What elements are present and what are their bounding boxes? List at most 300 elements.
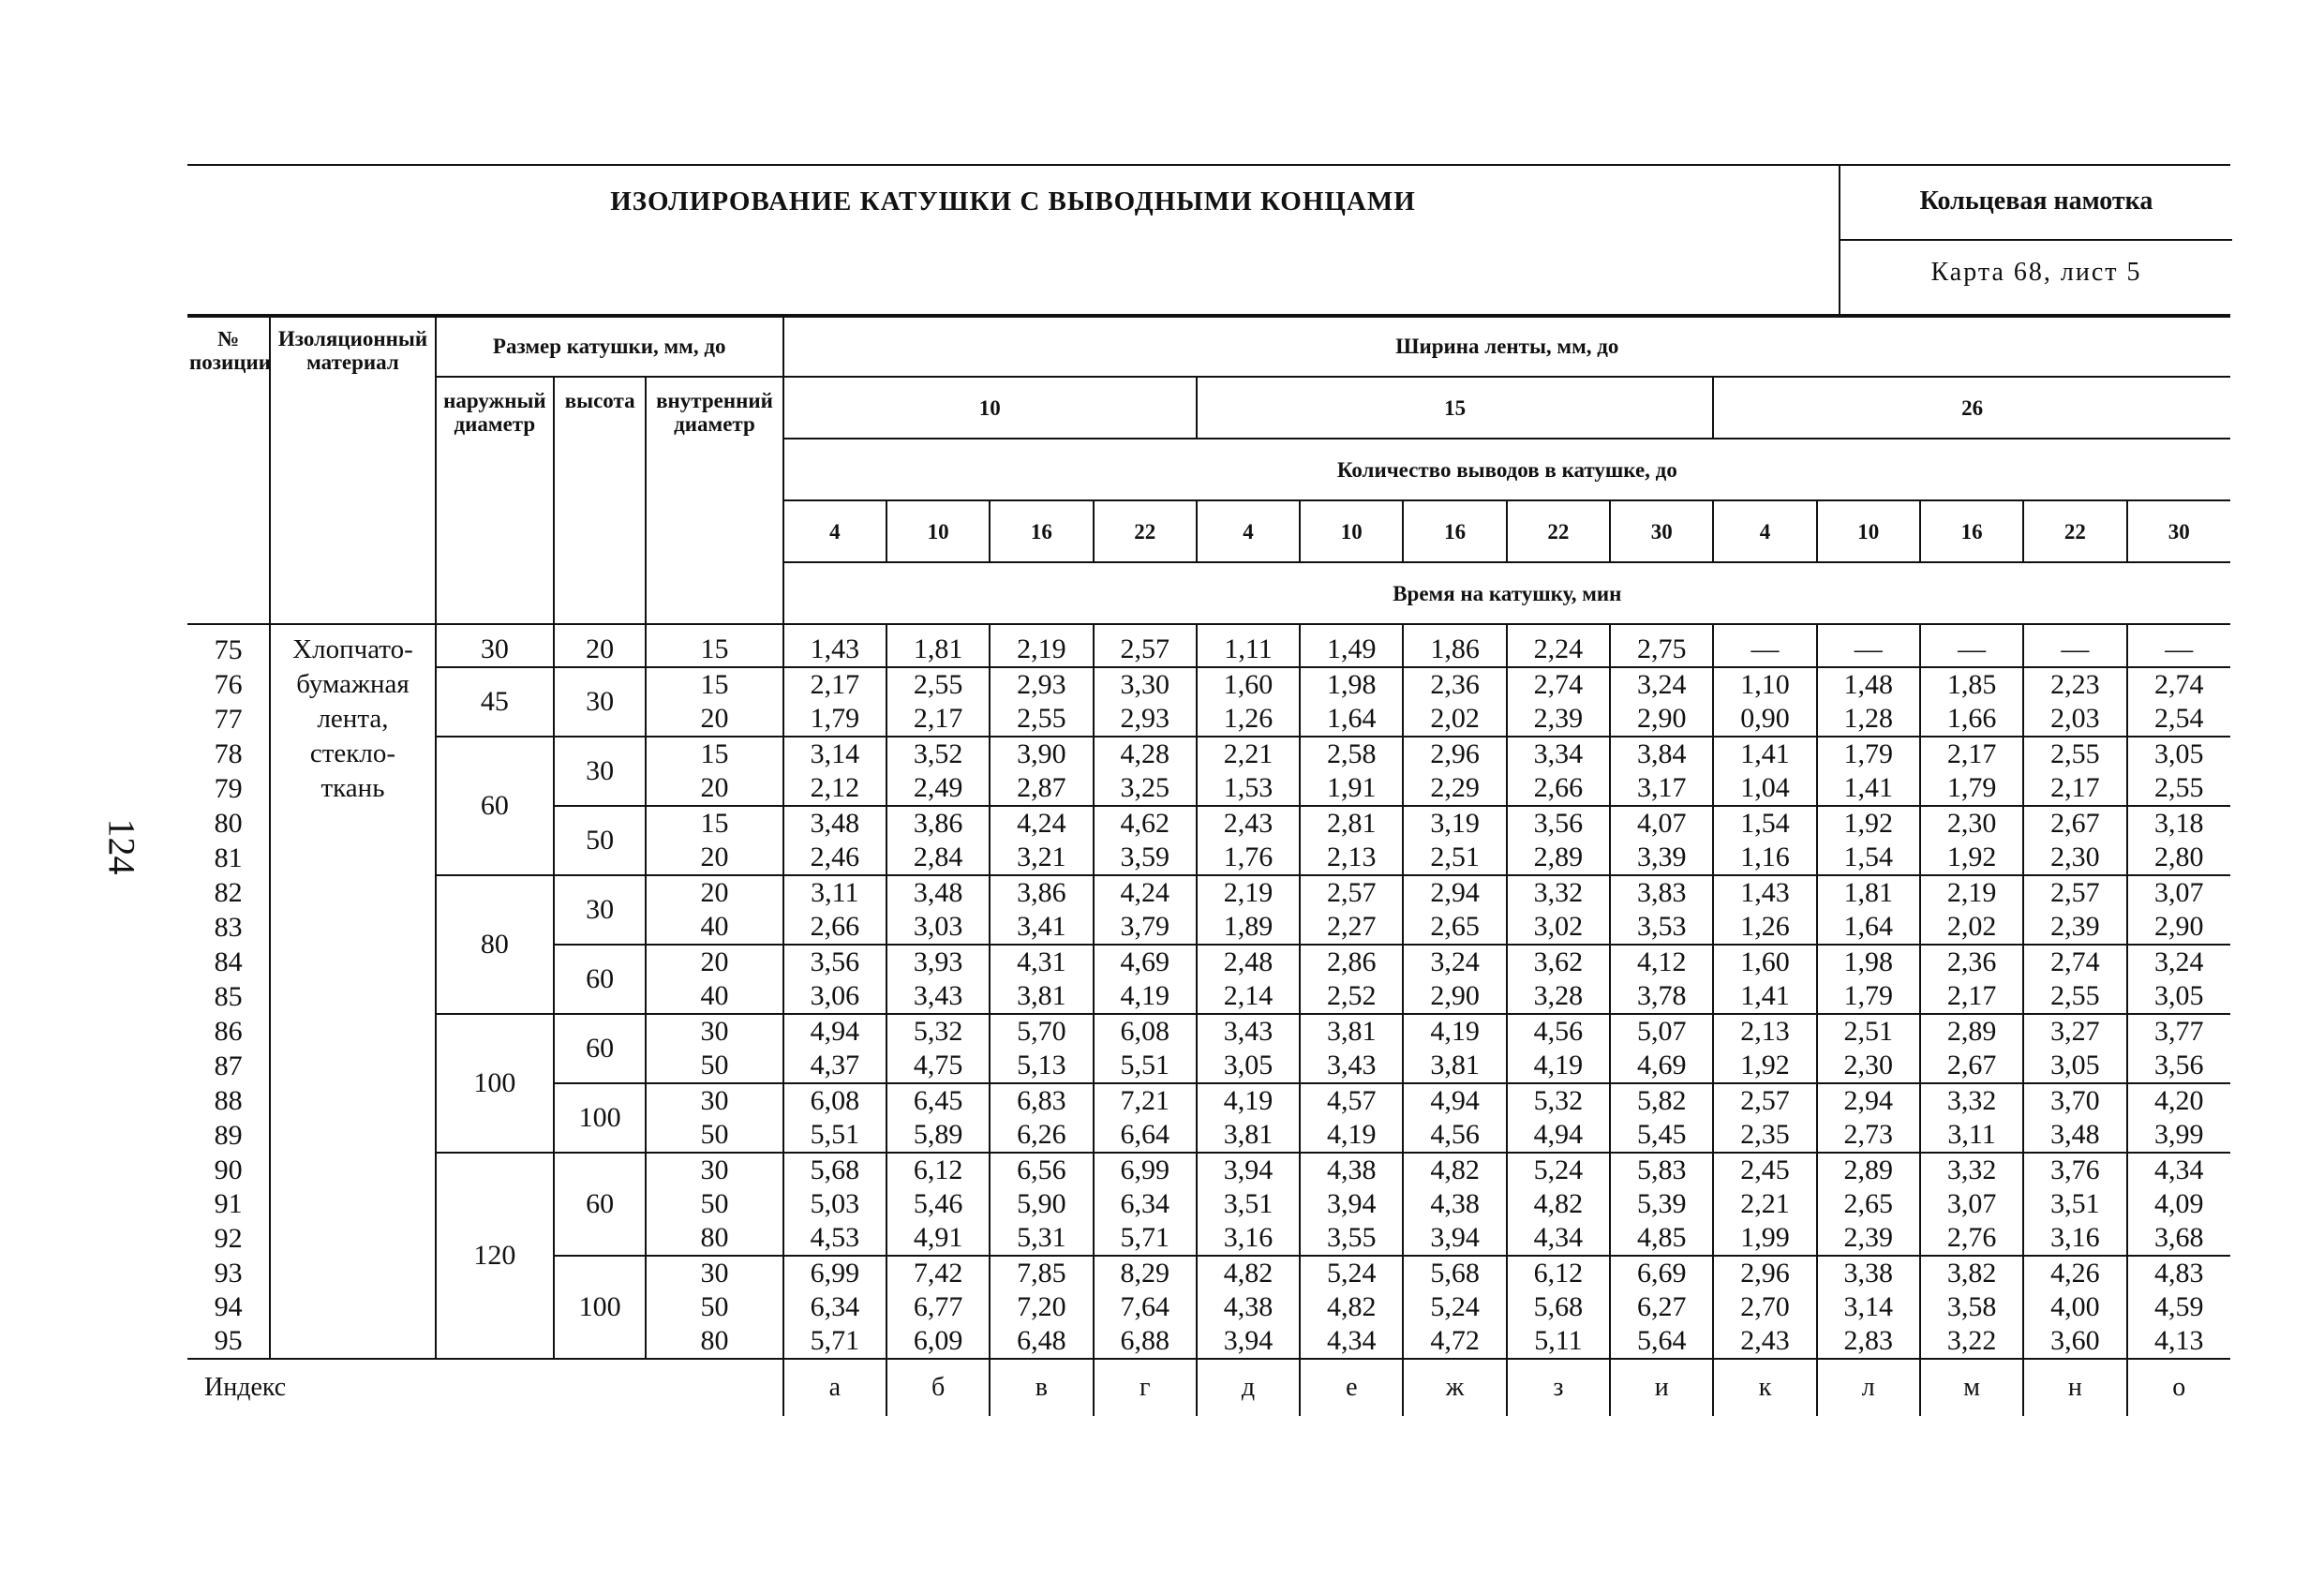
time-value: 3,48 bbox=[2023, 1118, 2126, 1153]
time-value: 2,13 bbox=[1300, 841, 1403, 875]
time-value: 3,48 bbox=[886, 875, 990, 910]
index-letter: д bbox=[1197, 1359, 1300, 1416]
time-value: 2,74 bbox=[2127, 667, 2230, 702]
time-value: 2,81 bbox=[1300, 806, 1403, 841]
time-value: 2,17 bbox=[783, 667, 886, 702]
time-value: 2,57 bbox=[1300, 875, 1403, 910]
time-value: 3,41 bbox=[990, 910, 1093, 945]
time-value: 5,82 bbox=[1610, 1083, 1713, 1118]
table-row bbox=[187, 875, 2230, 910]
inner-diameter-value: 50 bbox=[646, 1118, 782, 1153]
time-value: 7,21 bbox=[1094, 1083, 1197, 1118]
time-value: 3,82 bbox=[1920, 1256, 2023, 1290]
time-value: 7,64 bbox=[1094, 1290, 1197, 1324]
position-header: № позиции bbox=[187, 315, 270, 624]
outer-diameter-value: 120 bbox=[436, 1153, 554, 1359]
time-value: 2,55 bbox=[2023, 979, 2126, 1014]
time-value: — bbox=[2127, 624, 2230, 667]
time-value: 1,10 bbox=[1713, 667, 1816, 702]
time-value: 2,58 bbox=[1300, 737, 1403, 771]
time-value: 2,43 bbox=[1197, 806, 1300, 841]
time-value: 3,62 bbox=[1507, 945, 1610, 979]
leads-count-cell: 30 bbox=[2127, 500, 2230, 562]
time-value: 5,46 bbox=[886, 1187, 990, 1221]
time-value: 1,81 bbox=[1817, 875, 1920, 910]
time-value: 5,51 bbox=[783, 1118, 886, 1153]
time-value: 3,81 bbox=[1197, 1118, 1300, 1153]
leads-count-cell: 16 bbox=[990, 500, 1093, 562]
inner-diameter-value: 30 bbox=[646, 1083, 782, 1118]
time-value: 1,92 bbox=[1713, 1049, 1816, 1083]
position-number: 95 bbox=[214, 1325, 243, 1356]
time-value: 3,27 bbox=[2023, 1014, 2126, 1049]
time-value: 4,69 bbox=[1610, 1049, 1713, 1083]
table-row bbox=[187, 737, 2230, 771]
time-value: 5,24 bbox=[1403, 1290, 1506, 1324]
time-value: 5,13 bbox=[990, 1049, 1093, 1083]
time-value: 2,23 bbox=[2023, 667, 2126, 702]
time-value: 2,66 bbox=[783, 910, 886, 945]
time-value: 3,24 bbox=[2127, 945, 2230, 979]
table-row bbox=[187, 624, 2230, 667]
index-letter: н bbox=[2023, 1359, 2126, 1416]
time-value: 2,14 bbox=[1197, 979, 1300, 1014]
tape-width-15: 15 bbox=[1197, 377, 1713, 439]
time-value: 1,60 bbox=[1197, 667, 1300, 702]
time-value: 2,21 bbox=[1197, 737, 1300, 771]
time-value: 0,90 bbox=[1713, 702, 1816, 737]
time-value: 3,90 bbox=[990, 737, 1093, 771]
time-value: 3,16 bbox=[1197, 1221, 1300, 1256]
time-value: 4,53 bbox=[783, 1221, 886, 1256]
time-value: 6,26 bbox=[990, 1118, 1093, 1153]
time-value: 2,89 bbox=[1920, 1014, 2023, 1049]
position-number: 89 bbox=[214, 1119, 243, 1151]
time-value: 4,26 bbox=[2023, 1256, 2126, 1290]
position-number: 84 bbox=[214, 946, 243, 977]
time-value: 1,49 bbox=[1300, 624, 1403, 667]
time-value: 4,12 bbox=[1610, 945, 1713, 979]
page-number: 124 bbox=[100, 818, 143, 875]
material-line: ткань bbox=[320, 773, 385, 803]
time-value: 5,71 bbox=[1094, 1221, 1197, 1256]
time-value: 2,19 bbox=[1197, 875, 1300, 910]
card-sheet-label: Карта 68, лист 5 bbox=[1930, 258, 2142, 287]
leads-count-cell: 16 bbox=[1920, 500, 2023, 562]
time-value: 1,85 bbox=[1920, 667, 2023, 702]
height-value: 100 bbox=[554, 1256, 646, 1359]
time-value: 2,94 bbox=[1817, 1083, 1920, 1118]
index-letter: а bbox=[783, 1359, 886, 1416]
time-value: 3,32 bbox=[1920, 1083, 2023, 1118]
time-value: 1,66 bbox=[1920, 702, 2023, 737]
time-value: 2,52 bbox=[1300, 979, 1403, 1014]
time-value: 2,54 bbox=[2127, 702, 2230, 737]
time-value: — bbox=[1920, 624, 2023, 667]
time-value: 2,39 bbox=[2023, 910, 2126, 945]
time-value: 3,05 bbox=[2023, 1049, 2126, 1083]
time-value: 2,84 bbox=[886, 841, 990, 875]
time-value: 2,21 bbox=[1713, 1187, 1816, 1221]
time-value: 4,20 bbox=[2127, 1083, 2230, 1118]
inner-diameter-value: 40 bbox=[646, 979, 782, 1014]
time-value: 2,86 bbox=[1300, 945, 1403, 979]
inner-diameter-value: 50 bbox=[646, 1049, 782, 1083]
time-value: 5,89 bbox=[886, 1118, 990, 1153]
time-value: 2,90 bbox=[1403, 979, 1506, 1014]
time-value: 3,21 bbox=[990, 841, 1093, 875]
time-value: 3,25 bbox=[1094, 771, 1197, 806]
time-value: 4,62 bbox=[1094, 806, 1197, 841]
time-value: 3,14 bbox=[1817, 1290, 1920, 1324]
time-value: 1,53 bbox=[1197, 771, 1300, 806]
height-value: 60 bbox=[554, 1153, 646, 1256]
index-letter: з bbox=[1507, 1359, 1610, 1416]
time-value: 6,48 bbox=[990, 1324, 1093, 1359]
outer-diameter-header: наружный диаметр bbox=[436, 377, 554, 624]
position-number: 81 bbox=[214, 842, 243, 873]
time-value: 3,84 bbox=[1610, 737, 1713, 771]
outer-diameter-value: 30 bbox=[436, 624, 554, 667]
time-value: 3,81 bbox=[1403, 1049, 1506, 1083]
time-value: 3,14 bbox=[783, 737, 886, 771]
time-value: 7,42 bbox=[886, 1256, 990, 1290]
time-value: 3,05 bbox=[1197, 1049, 1300, 1083]
time-value: 3,18 bbox=[2127, 806, 2230, 841]
time-value: 5,71 bbox=[783, 1324, 886, 1359]
time-value: 7,20 bbox=[990, 1290, 1093, 1324]
time-value: 3,43 bbox=[1300, 1049, 1403, 1083]
time-value: 5,03 bbox=[783, 1187, 886, 1221]
inner-diameter-header: внутренний диаметр bbox=[646, 377, 782, 624]
leads-count-cell: 4 bbox=[1197, 500, 1300, 562]
time-value: 4,56 bbox=[1403, 1118, 1506, 1153]
material-line: Хлопчато- bbox=[292, 634, 413, 664]
index-letter: б bbox=[886, 1359, 990, 1416]
time-value: — bbox=[2023, 624, 2126, 667]
time-value: 4,37 bbox=[783, 1049, 886, 1083]
time-value: 2,13 bbox=[1713, 1014, 1816, 1049]
inner-diameter-value: 30 bbox=[646, 1256, 782, 1290]
time-value: 1,86 bbox=[1403, 624, 1506, 667]
time-value: 3,52 bbox=[886, 737, 990, 771]
time-value: 3,39 bbox=[1610, 841, 1713, 875]
time-value: 3,58 bbox=[1920, 1290, 2023, 1324]
time-value: 3,32 bbox=[1507, 875, 1610, 910]
time-value: 2,27 bbox=[1300, 910, 1403, 945]
outer-diameter-value: 80 bbox=[436, 875, 554, 1014]
time-value: 3,76 bbox=[2023, 1153, 2126, 1187]
time-value: 4,82 bbox=[1403, 1153, 1506, 1187]
height-value: 30 bbox=[554, 875, 646, 945]
time-value: 5,64 bbox=[1610, 1324, 1713, 1359]
height-value: 100 bbox=[554, 1083, 646, 1153]
time-value: 2,36 bbox=[1403, 667, 1506, 702]
time-value: 2,19 bbox=[990, 624, 1093, 667]
height-value: 50 bbox=[554, 806, 646, 875]
inner-diameter-value: 15 bbox=[646, 806, 782, 841]
time-value: 4,38 bbox=[1197, 1290, 1300, 1324]
time-value: 3,70 bbox=[2023, 1083, 2126, 1118]
time-value: 6,12 bbox=[1507, 1256, 1610, 1290]
time-value: 6,69 bbox=[1610, 1256, 1713, 1290]
index-letter: г bbox=[1094, 1359, 1197, 1416]
time-norms-table bbox=[187, 314, 2230, 1416]
time-value: 3,05 bbox=[2127, 979, 2230, 1014]
table-row bbox=[187, 1153, 2230, 1187]
time-value: 1,89 bbox=[1197, 910, 1300, 945]
position-number: 91 bbox=[214, 1188, 243, 1219]
time-value: 4,24 bbox=[990, 806, 1093, 841]
time-value: 4,82 bbox=[1507, 1187, 1610, 1221]
leads-count-cell: 10 bbox=[1300, 500, 1403, 562]
height-header: высота bbox=[554, 377, 646, 624]
time-value: 1,28 bbox=[1817, 702, 1920, 737]
outer-diameter-value: 60 bbox=[436, 737, 554, 875]
time-value: 3,77 bbox=[2127, 1014, 2230, 1049]
time-value: 3,24 bbox=[1403, 945, 1506, 979]
time-value: 2,74 bbox=[2023, 945, 2126, 979]
time-value: 2,70 bbox=[1713, 1290, 1816, 1324]
inner-diameter-value: 15 bbox=[646, 737, 782, 771]
table-row bbox=[187, 1014, 2230, 1049]
time-value: 6,45 bbox=[886, 1083, 990, 1118]
position-number: 86 bbox=[214, 1015, 243, 1047]
time-value: 4,34 bbox=[1507, 1221, 1610, 1256]
time-value: 5,24 bbox=[1300, 1256, 1403, 1290]
time-value: 2,30 bbox=[2023, 841, 2126, 875]
tape-width-26: 26 bbox=[1713, 377, 2230, 439]
time-value: 4,91 bbox=[886, 1221, 990, 1256]
time-value: 4,57 bbox=[1300, 1083, 1403, 1118]
time-value: 3,11 bbox=[783, 875, 886, 910]
time-value: 3,94 bbox=[1197, 1153, 1300, 1187]
position-number: 78 bbox=[214, 737, 243, 769]
time-value: 2,87 bbox=[990, 771, 1093, 806]
time-value: 4,28 bbox=[1094, 737, 1197, 771]
time-value: 1,79 bbox=[783, 702, 886, 737]
time-value: 2,90 bbox=[2127, 910, 2230, 945]
leads-count-cell: 4 bbox=[783, 500, 886, 562]
position-number: 83 bbox=[214, 911, 243, 943]
time-value: 4,72 bbox=[1403, 1324, 1506, 1359]
time-value: 6,88 bbox=[1094, 1324, 1197, 1359]
time-value: 3,78 bbox=[1610, 979, 1713, 1014]
inner-diameter-value: 50 bbox=[646, 1290, 782, 1324]
time-value: 2,45 bbox=[1713, 1153, 1816, 1187]
time-value: 3,68 bbox=[2127, 1221, 2230, 1256]
time-value: 4,94 bbox=[1403, 1083, 1506, 1118]
inner-diameter-value: 20 bbox=[646, 875, 782, 910]
time-value: 2,93 bbox=[990, 667, 1093, 702]
time-value: 2,76 bbox=[1920, 1221, 2023, 1256]
inner-diameter-value: 15 bbox=[646, 624, 782, 667]
time-value: 1,16 bbox=[1713, 841, 1816, 875]
time-value: 3,55 bbox=[1300, 1221, 1403, 1256]
height-value: 60 bbox=[554, 1014, 646, 1083]
material-line: стекло- bbox=[309, 738, 396, 768]
time-value: 2,29 bbox=[1403, 771, 1506, 806]
time-value: 6,08 bbox=[783, 1083, 886, 1118]
time-value: 1,54 bbox=[1817, 841, 1920, 875]
time-value: 1,41 bbox=[1713, 737, 1816, 771]
time-value: 2,89 bbox=[1507, 841, 1610, 875]
height-value: 60 bbox=[554, 945, 646, 1014]
time-value: 4,69 bbox=[1094, 945, 1197, 979]
time-value: 2,55 bbox=[886, 667, 990, 702]
position-number: 80 bbox=[214, 807, 243, 839]
time-value: 4,19 bbox=[1300, 1118, 1403, 1153]
time-value: 6,64 bbox=[1094, 1118, 1197, 1153]
time-value: 2,43 bbox=[1713, 1324, 1816, 1359]
time-value: 3,16 bbox=[2023, 1221, 2126, 1256]
index-letter: в bbox=[990, 1359, 1093, 1416]
time-value: 2,51 bbox=[1403, 841, 1506, 875]
position-number: 93 bbox=[214, 1257, 243, 1289]
tape-width-header: Ширина ленты, мм, до bbox=[783, 315, 2230, 377]
time-value: 2,02 bbox=[1403, 702, 1506, 737]
time-value: 6,12 bbox=[886, 1153, 990, 1187]
outer-diameter-value: 45 bbox=[436, 667, 554, 737]
time-value: 4,82 bbox=[1300, 1290, 1403, 1324]
height-value: 30 bbox=[554, 667, 646, 737]
time-value: 3,94 bbox=[1197, 1324, 1300, 1359]
time-value: 2,55 bbox=[2023, 737, 2126, 771]
winding-type-label: Кольцевая намотка bbox=[1919, 186, 2153, 216]
time-value: 3,81 bbox=[1300, 1014, 1403, 1049]
leads-count-cell: 22 bbox=[1507, 500, 1610, 562]
time-value: 1,26 bbox=[1197, 702, 1300, 737]
time-value: 2,24 bbox=[1507, 624, 1610, 667]
time-value: 2,94 bbox=[1403, 875, 1506, 910]
time-value: 1,79 bbox=[1817, 979, 1920, 1014]
time-value: 3,07 bbox=[2127, 875, 2230, 910]
table-row bbox=[187, 667, 2230, 702]
time-per-coil-header: Время на катушку, мин bbox=[783, 562, 2230, 624]
time-value: 5,83 bbox=[1610, 1153, 1713, 1187]
time-value: 4,38 bbox=[1300, 1153, 1403, 1187]
material-header: Изоляционный материал bbox=[270, 315, 435, 624]
position-number: 88 bbox=[214, 1084, 243, 1116]
inner-diameter-value: 30 bbox=[646, 1153, 782, 1187]
time-value: 1,43 bbox=[783, 624, 886, 667]
time-value: 1,76 bbox=[1197, 841, 1300, 875]
leads-count-header: Количество выводов в катушке, до bbox=[783, 439, 2230, 500]
material-line: лента, bbox=[317, 704, 389, 734]
time-value: 3,53 bbox=[1610, 910, 1713, 945]
time-value: 5,07 bbox=[1610, 1014, 1713, 1049]
time-value: 2,55 bbox=[990, 702, 1093, 737]
time-value: — bbox=[1713, 624, 1816, 667]
page-title: ИЗОЛИРОВАНИЕ КАТУШКИ С ВЫВОДНЫМИ КОНЦАМИ bbox=[610, 186, 1416, 216]
time-value: 2,65 bbox=[1403, 910, 1506, 945]
time-value: 5,68 bbox=[1507, 1290, 1610, 1324]
time-value: 3,48 bbox=[783, 806, 886, 841]
position-number: 92 bbox=[214, 1222, 243, 1254]
time-value: 3,56 bbox=[1507, 806, 1610, 841]
time-value: 2,73 bbox=[1817, 1118, 1920, 1153]
time-value: 4,31 bbox=[990, 945, 1093, 979]
index-label: Индекс bbox=[187, 1359, 783, 1416]
time-value: 1,26 bbox=[1713, 910, 1816, 945]
time-value: 5,32 bbox=[1507, 1083, 1610, 1118]
time-value: 1,81 bbox=[886, 624, 990, 667]
time-value: 1,79 bbox=[1817, 737, 1920, 771]
time-value: 2,80 bbox=[2127, 841, 2230, 875]
time-value: 5,31 bbox=[990, 1221, 1093, 1256]
leads-count-cell: 4 bbox=[1713, 500, 1816, 562]
index-letter: л bbox=[1817, 1359, 1920, 1416]
time-value: 3,11 bbox=[1920, 1118, 2023, 1153]
material-line: бумажная bbox=[296, 669, 410, 699]
time-value: 2,19 bbox=[1920, 875, 2023, 910]
time-value: 5,70 bbox=[990, 1014, 1093, 1049]
time-value: 6,08 bbox=[1094, 1014, 1197, 1049]
leads-count-cell: 22 bbox=[1094, 500, 1197, 562]
time-value: 2,36 bbox=[1920, 945, 2023, 979]
position-number: 75 bbox=[214, 633, 243, 665]
time-value: 4,75 bbox=[886, 1049, 990, 1083]
time-value: 5,68 bbox=[783, 1153, 886, 1187]
leads-count-cell: 10 bbox=[886, 500, 990, 562]
index-letter: е bbox=[1300, 1359, 1403, 1416]
time-value: 2,67 bbox=[2023, 806, 2126, 841]
time-value: 1,99 bbox=[1713, 1221, 1816, 1256]
header-right-block bbox=[1839, 166, 2232, 316]
time-value: 3,51 bbox=[2023, 1187, 2126, 1221]
document-header bbox=[187, 164, 2230, 318]
leads-count-cell: 30 bbox=[1610, 500, 1713, 562]
time-value: 8,29 bbox=[1094, 1256, 1197, 1290]
time-value: 1,04 bbox=[1713, 771, 1816, 806]
inner-diameter-value: 40 bbox=[646, 910, 782, 945]
time-value: 2,57 bbox=[2023, 875, 2126, 910]
time-value: 2,57 bbox=[1094, 624, 1197, 667]
time-value: 2,51 bbox=[1817, 1014, 1920, 1049]
index-letter: к bbox=[1713, 1359, 1816, 1416]
time-value: 4,19 bbox=[1197, 1083, 1300, 1118]
time-value: 3,86 bbox=[990, 875, 1093, 910]
time-value: 1,64 bbox=[1300, 702, 1403, 737]
time-value: 2,96 bbox=[1403, 737, 1506, 771]
time-value: 4,13 bbox=[2127, 1324, 2230, 1359]
time-value: 6,83 bbox=[990, 1083, 1093, 1118]
time-value: 5,51 bbox=[1094, 1049, 1197, 1083]
time-value: 4,19 bbox=[1403, 1014, 1506, 1049]
time-value: 2,17 bbox=[2023, 771, 2126, 806]
index-letter: и bbox=[1610, 1359, 1713, 1416]
time-value: 6,77 bbox=[886, 1290, 990, 1324]
time-value: 3,30 bbox=[1094, 667, 1197, 702]
time-value: 5,39 bbox=[1610, 1187, 1713, 1221]
time-value: 5,32 bbox=[886, 1014, 990, 1049]
time-value: 3,02 bbox=[1507, 910, 1610, 945]
time-value: 4,94 bbox=[1507, 1118, 1610, 1153]
time-value: 1,11 bbox=[1197, 624, 1300, 667]
time-value: 3,22 bbox=[1920, 1324, 2023, 1359]
time-value: 3,05 bbox=[2127, 737, 2230, 771]
time-value: 3,43 bbox=[886, 979, 990, 1014]
time-value: 4,94 bbox=[783, 1014, 886, 1049]
position-number: 77 bbox=[214, 703, 243, 735]
position-number: 85 bbox=[214, 980, 243, 1012]
time-value: 2,66 bbox=[1507, 771, 1610, 806]
time-value: — bbox=[1817, 624, 1920, 667]
time-value: 2,65 bbox=[1817, 1187, 1920, 1221]
time-value: 3,94 bbox=[1403, 1221, 1506, 1256]
time-value: 1,54 bbox=[1713, 806, 1816, 841]
inner-diameter-value: 20 bbox=[646, 771, 782, 806]
